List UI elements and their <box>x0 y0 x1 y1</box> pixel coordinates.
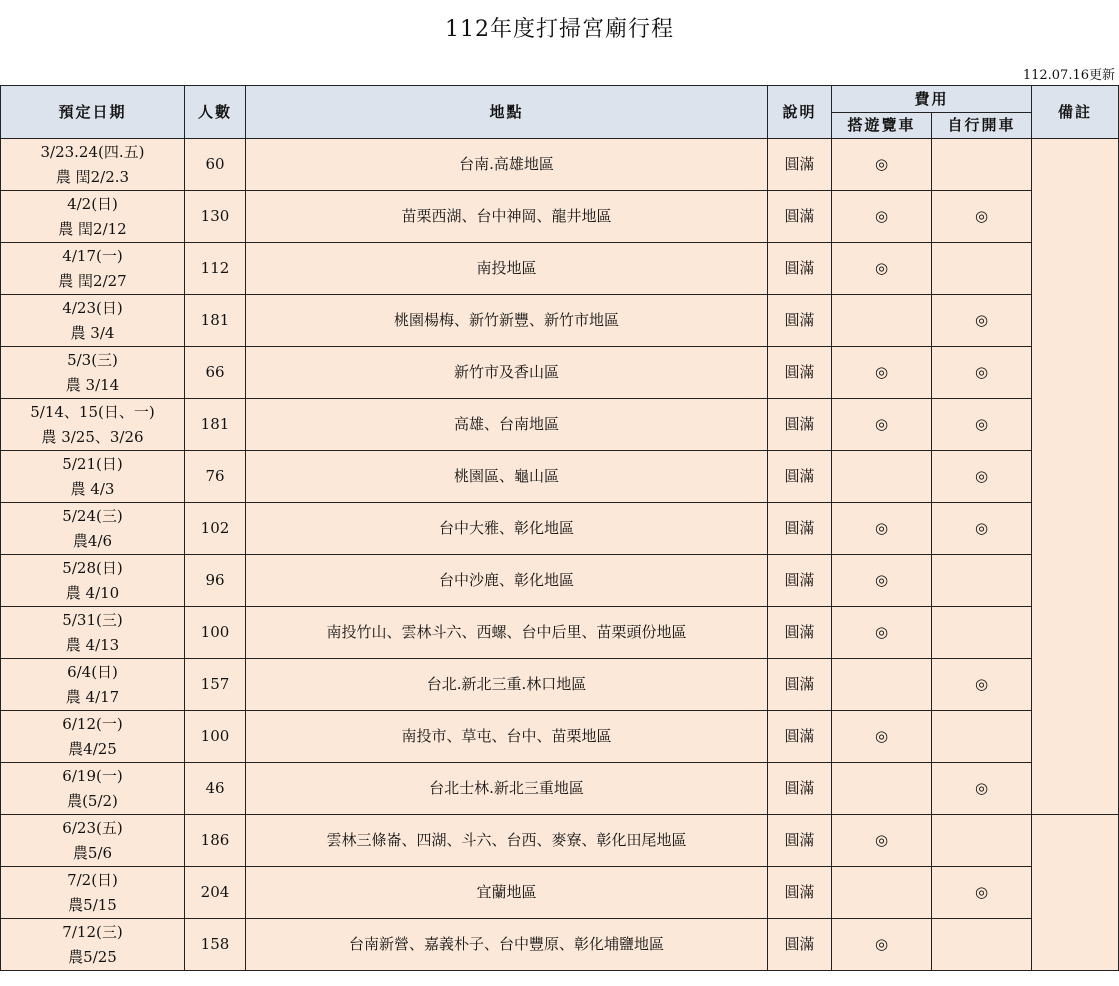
date-lunar: 農 4/10 <box>65 583 120 602</box>
location-cell: 台中大雅、彰化地區 <box>246 503 768 555</box>
date-lunar: 農 閏2/27 <box>58 271 127 290</box>
date-cell <box>1 763 185 815</box>
tour-bus-mark <box>832 763 932 815</box>
self-drive-mark <box>932 815 1032 867</box>
date-cell <box>1 503 185 555</box>
note-cell: 圓滿 <box>768 191 832 243</box>
table-row <box>1 451 1119 503</box>
location-cell: 南投竹山、雲林斗六、西螺、台中后里、苗栗頭份地區 <box>246 607 768 659</box>
date-solar: 6/23(五) <box>62 818 123 837</box>
date-lunar: 農4/25 <box>68 739 117 758</box>
location-cell: 雲林三條崙、四湖、斗六、台西、麥寮、彰化田尾地區 <box>246 815 768 867</box>
self-drive-mark: ◎ <box>932 191 1032 243</box>
header-people: 人數 <box>185 86 246 139</box>
location-cell: 南投地區 <box>246 243 768 295</box>
location-cell: 苗栗西湖、台中神岡、龍井地區 <box>246 191 768 243</box>
people-cell: 102 <box>185 503 246 555</box>
tour-bus-mark: ◎ <box>832 399 932 451</box>
table-row <box>1 191 1119 243</box>
note-cell: 圓滿 <box>768 815 832 867</box>
location-cell: 新竹市及香山區 <box>246 347 768 399</box>
note-cell: 圓滿 <box>768 139 832 191</box>
date-solar: 7/2(日) <box>67 870 118 889</box>
self-drive-mark: ◎ <box>932 763 1032 815</box>
date-solar: 5/14、15(日、一) <box>30 402 155 421</box>
date-lunar: 農5/6 <box>72 843 113 862</box>
date-cell <box>1 555 185 607</box>
people-cell: 46 <box>185 763 246 815</box>
tour-bus-mark: ◎ <box>832 347 932 399</box>
self-drive-mark: ◎ <box>932 503 1032 555</box>
location-cell: 高雄、台南地區 <box>246 399 768 451</box>
date-lunar: 農 3/4 <box>70 323 115 342</box>
self-drive-mark: ◎ <box>932 399 1032 451</box>
people-cell: 76 <box>185 451 246 503</box>
date-cell <box>1 295 185 347</box>
date-cell <box>1 243 185 295</box>
date-solar: 4/23(日) <box>62 298 123 317</box>
date-solar: 3/23.24(四.五) <box>40 142 145 161</box>
self-drive-mark: ◎ <box>932 451 1032 503</box>
people-cell: 112 <box>185 243 246 295</box>
people-cell: 157 <box>185 659 246 711</box>
date-solar: 4/17(一) <box>62 246 123 265</box>
date-solar: 5/28(日) <box>62 558 123 577</box>
location-cell: 南投市、草屯、台中、苗栗地區 <box>246 711 768 763</box>
people-cell: 96 <box>185 555 246 607</box>
note-cell: 圓滿 <box>768 555 832 607</box>
table-row <box>1 139 1119 191</box>
people-cell: 66 <box>185 347 246 399</box>
people-cell: 158 <box>185 919 246 971</box>
date-solar: 6/19(一) <box>62 766 123 785</box>
self-drive-mark <box>932 919 1032 971</box>
self-drive-mark: ◎ <box>932 347 1032 399</box>
tour-bus-mark: ◎ <box>832 191 932 243</box>
self-drive-mark <box>932 243 1032 295</box>
date-lunar: 農5/25 <box>68 947 117 966</box>
people-cell: 204 <box>185 867 246 919</box>
date-cell <box>1 867 185 919</box>
self-drive-mark <box>932 607 1032 659</box>
date-lunar: 農 閏2/2.3 <box>55 167 130 186</box>
self-drive-mark: ◎ <box>932 867 1032 919</box>
people-cell: 60 <box>185 139 246 191</box>
self-drive-mark <box>932 711 1032 763</box>
tour-bus-mark: ◎ <box>832 711 932 763</box>
page-title: 112年度打掃宮廟行程 <box>445 17 674 42</box>
date-solar: 6/4(日) <box>67 662 118 681</box>
date-solar: 4/2(日) <box>67 194 118 213</box>
people-cell: 100 <box>185 607 246 659</box>
location-cell: 台中沙鹿、彰化地區 <box>246 555 768 607</box>
location-cell: 宜蘭地區 <box>246 867 768 919</box>
date-cell <box>1 659 185 711</box>
tour-bus-mark: ◎ <box>832 243 932 295</box>
location-cell: 台北.新北三重.林口地區 <box>246 659 768 711</box>
location-cell: 桃園區、龜山區 <box>246 451 768 503</box>
date-lunar: 農 4/13 <box>65 635 120 654</box>
table-row <box>1 711 1119 763</box>
note-cell: 圓滿 <box>768 919 832 971</box>
tour-bus-mark: ◎ <box>832 139 932 191</box>
table-row <box>1 815 1119 867</box>
table-row <box>1 763 1119 815</box>
updated-date: 112.07.16更新 <box>1022 68 1115 83</box>
tour-bus-mark: ◎ <box>832 607 932 659</box>
header-date: 預定日期 <box>1 86 185 139</box>
header-self-drive: 自行開車 <box>932 113 1032 139</box>
note-cell: 圓滿 <box>768 347 832 399</box>
self-drive-mark: ◎ <box>932 295 1032 347</box>
date-lunar: 農4/6 <box>72 531 113 550</box>
header-remark: 備註 <box>1032 86 1119 139</box>
date-lunar: 農 閏2/12 <box>58 219 127 238</box>
date-lunar: 農 4/3 <box>70 479 115 498</box>
tour-bus-mark <box>832 867 932 919</box>
remark-cell <box>1032 815 1119 971</box>
tour-bus-mark: ◎ <box>832 503 932 555</box>
self-drive-mark: ◎ <box>932 659 1032 711</box>
table-row <box>1 867 1119 919</box>
date-cell <box>1 347 185 399</box>
people-cell: 181 <box>185 295 246 347</box>
tour-bus-mark: ◎ <box>832 555 932 607</box>
table-row <box>1 503 1119 555</box>
date-cell <box>1 919 185 971</box>
location-cell: 桃園楊梅、新竹新豐、新竹市地區 <box>246 295 768 347</box>
note-cell: 圓滿 <box>768 451 832 503</box>
date-solar: 6/12(一) <box>62 714 123 733</box>
tour-bus-mark <box>832 451 932 503</box>
tour-bus-mark: ◎ <box>832 919 932 971</box>
self-drive-mark <box>932 139 1032 191</box>
self-drive-mark <box>932 555 1032 607</box>
table-row <box>1 243 1119 295</box>
note-cell: 圓滿 <box>768 607 832 659</box>
date-solar: 7/12(三) <box>62 922 123 941</box>
date-solar: 5/3(三) <box>67 350 118 369</box>
people-cell: 186 <box>185 815 246 867</box>
table-row <box>1 919 1119 971</box>
header-note: 說明 <box>768 86 832 139</box>
date-solar: 5/31(三) <box>62 610 123 629</box>
tour-bus-mark <box>832 659 932 711</box>
date-cell <box>1 191 185 243</box>
date-cell <box>1 399 185 451</box>
remark-cell <box>1032 139 1119 815</box>
location-cell: 台北士林.新北三重地區 <box>246 763 768 815</box>
people-cell: 130 <box>185 191 246 243</box>
note-cell: 圓滿 <box>768 711 832 763</box>
location-cell: 台南.高雄地區 <box>246 139 768 191</box>
schedule-table <box>0 85 1119 971</box>
date-solar: 5/24(三) <box>62 506 123 525</box>
date-cell <box>1 711 185 763</box>
table-row <box>1 607 1119 659</box>
people-cell: 100 <box>185 711 246 763</box>
table-row <box>1 399 1119 451</box>
date-solar: 5/21(日) <box>62 454 123 473</box>
header-fee: 費用 <box>832 86 1032 113</box>
note-cell: 圓滿 <box>768 867 832 919</box>
header-tour-bus: 搭遊覽車 <box>832 113 932 139</box>
tour-bus-mark <box>832 295 932 347</box>
date-lunar: 農5/15 <box>68 895 117 914</box>
date-cell <box>1 451 185 503</box>
location-cell: 台南新營、嘉義朴子、台中豐原、彰化埔鹽地區 <box>246 919 768 971</box>
date-cell <box>1 607 185 659</box>
table-row <box>1 347 1119 399</box>
note-cell: 圓滿 <box>768 243 832 295</box>
date-lunar: 農(5/2) <box>67 791 118 810</box>
date-lunar: 農 3/14 <box>65 375 120 394</box>
note-cell: 圓滿 <box>768 659 832 711</box>
table-row <box>1 295 1119 347</box>
date-lunar: 農 3/25、3/26 <box>41 427 144 446</box>
note-cell: 圓滿 <box>768 503 832 555</box>
people-cell: 181 <box>185 399 246 451</box>
header-location: 地點 <box>246 86 768 139</box>
date-cell <box>1 139 185 191</box>
note-cell: 圓滿 <box>768 295 832 347</box>
date-lunar: 農 4/17 <box>65 687 120 706</box>
date-cell <box>1 815 185 867</box>
note-cell: 圓滿 <box>768 763 832 815</box>
tour-bus-mark: ◎ <box>832 815 932 867</box>
table-row <box>1 659 1119 711</box>
table-row <box>1 555 1119 607</box>
note-cell: 圓滿 <box>768 399 832 451</box>
